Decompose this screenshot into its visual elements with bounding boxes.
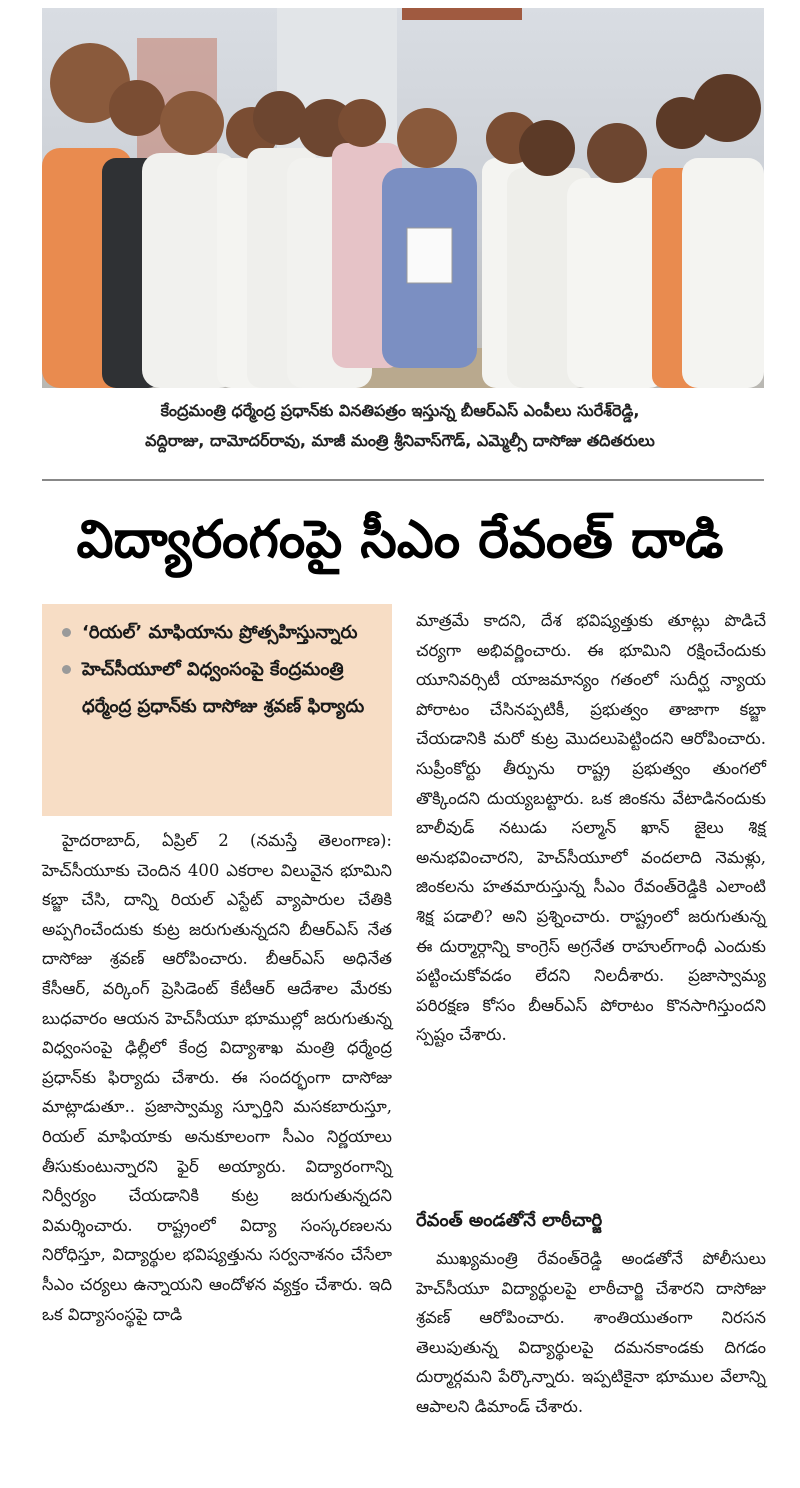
highlights-box [42, 604, 392, 816]
article-right-column: మాత్రమే కాదని, దేశ భవిష్యత్తుకు తూట్లు పొడిచే చర్యగా అభివర్ణించారు. ఈ భూమిని రక్షించేందుకు యూనివర్సిటీ యాజమాన్యం గతంలో సుదీర్ఘ న్యాయ పోరాటం చేసినప్పటికీ, ప్రభుత్వం తాజాగా కబ్జా చేయడానికి మరో కుట్ర మొదలుపెట్టిందని ఆరోపించారు. సుప్రీంకోర్టు తీర్పును రాష్ట్ర ప్రభుత్వం తుంగలో తొక్కిందని దుయ్యబట్టారు. ఒక జింకను వేటాడినందుకు బాలీవుడ్ నటుడు సల్మాన్ ఖాన్ జైలు శిక్ష అనుభవించారని, హెచ్‌సీయూలో వందలాది నెమళ్లు, జింకలను హతమారుస్తున్న సీఎం రేవంత్‌రెడ్డికి ఎలాంటి శిక్ష పడాలి? అని ప్రశ్నించారు. రాష్ట్రంలో జరుగుతున్న ఈ దుర్మార్గాన్ని కాంగ్రెస్ అగ్రనేత రాహుల్‌గాంధీ ఎందుకు పట్టించుకోవడం లేదని నిలదీశారు. ప్రజాస్వామ్య పరిరక్షణ కోసం బీఆర్ఎస్ పోరాటం కొనసాగిస్తుందని స్పష్టం చేశారు. [416, 611, 766, 1045]
photo-caption [0, 396, 800, 456]
group-photo-icon [42, 8, 764, 388]
article-subheading: రేవంత్ అండతోనే లాఠీచార్జి [416, 1210, 603, 1231]
petition-paper [407, 228, 452, 283]
highlight-item-1 [60, 614, 382, 651]
divider-rule [42, 479, 764, 481]
caption-line-1: కేంద్రమంత్రి ధర్మేంద్ర ప్రధాన్‌కు వినతిపత్రం ఇస్తున్న బీఆర్ఎస్ ఎంపీలు సురేశ్‌రెడ్డి, [160, 401, 640, 420]
highlight-text-2: హెచ్‌సీయూలో విధ్వంసంపై కేంద్రమంత్రి ధర్మేంద్ర ప్రధాన్‌కు దాసోజు శ్రవణ్ ఫిర్యాదు [82, 659, 365, 717]
highlight-text-1: ‘రియల్’ మాఫియాను ప్రోత్సహిస్తున్నారు [82, 622, 358, 643]
bullet-icon [62, 665, 71, 674]
highlight-item-2 [60, 651, 382, 725]
caption-line-2: వద్దిరాజు, దామోదర్‌రావు, మాజీ మంత్రి శ్రీనివాస్‌గౌడ్, ఎమ్మెల్సీ దాసోజు తదితరులు [145, 431, 655, 450]
article-left-column: హైదరాబాద్, ఏప్రిల్ 2 (నమస్తే తెలంగాణ): హెచ్‌సీయూకు చెందిన 400 ఎకరాల విలువైన భూమిని కబ్జా చేసి, దాన్ని రియల్ ఎస్టేట్ వ్యాపారుల చేతికి అప్పగించేందుకు కుట్ర జరుగుతున్నదని బీఆర్ఎస్ నేత దాసోజు శ్రవణ్ ఆరోపించారు. బీఆర్ఎస్ అధినేత కేసీఆర్, వర్కింగ్ ప్రెసిడెంట్ కేటీఆర్ ఆదేశాల మేరకు బుధవారం ఆయన హెచ్‌సీయూ భూముల్లో జరుగుతున్న విధ్వంసంపై ఢిల్లీలో కేంద్ర విద్యాశాఖ మంత్రి ధర్మేంద్ర ప్రధాన్‌కు ఫిర్యాదు చేశారు. ఈ సందర్భంగా దాసోజు మాట్లాడుతూ.. ప్రజాస్వామ్య స్ఫూర్తిని మసకబారుస్తూ, రియల్ మాఫియాకు అనుకూలంగా సీఎం నిర్ణయాలు తీసుకుంటున్నారని ఫైర్ అయ్యారు. విద్యారంగాన్ని నిర్వీర్యం చేయడానికి కుట్ర జరుగుతున్నదని విమర్శించారు. రాష్ట్రంలో విద్యా సంస్కరణలను నిరోధిస్తూ, విద్యార్థుల భవిష్యత్తును సర్వనాశనం చేసేలా సీఎం చర్యలు ఉన్నాయని ఆందోళన వ్యక్తం చేశారు. ఇది ఒక విద్యాసంస్థపై దాడి [42, 831, 392, 1324]
ceiling-beam [402, 8, 522, 20]
news-photo [42, 8, 764, 388]
headline: విద్యారంగంపై సీఎం రేవంత్ దాడి [76, 510, 724, 570]
bullet-icon [62, 628, 71, 637]
article-right-column-2: ముఖ్యమంత్రి రేవంత్‌రెడ్డి అండతోనే పోలీసులు హెచ్‌సీయూ విద్యార్థులపై లాఠీచార్జి చేశారని దాసోజు శ్రవణ్ ఆరోపించారు. శాంతియుతంగా నిరసన తెలుపుతున్న విద్యార్థులపై దమనకాండకు దిగడం దుర్మార్గమని పేర్కొన్నారు. ఇప్పటికైనా భూముల వేలాన్ని ఆపాలని డిమాండ్ చేశారు. [416, 1249, 766, 1416]
